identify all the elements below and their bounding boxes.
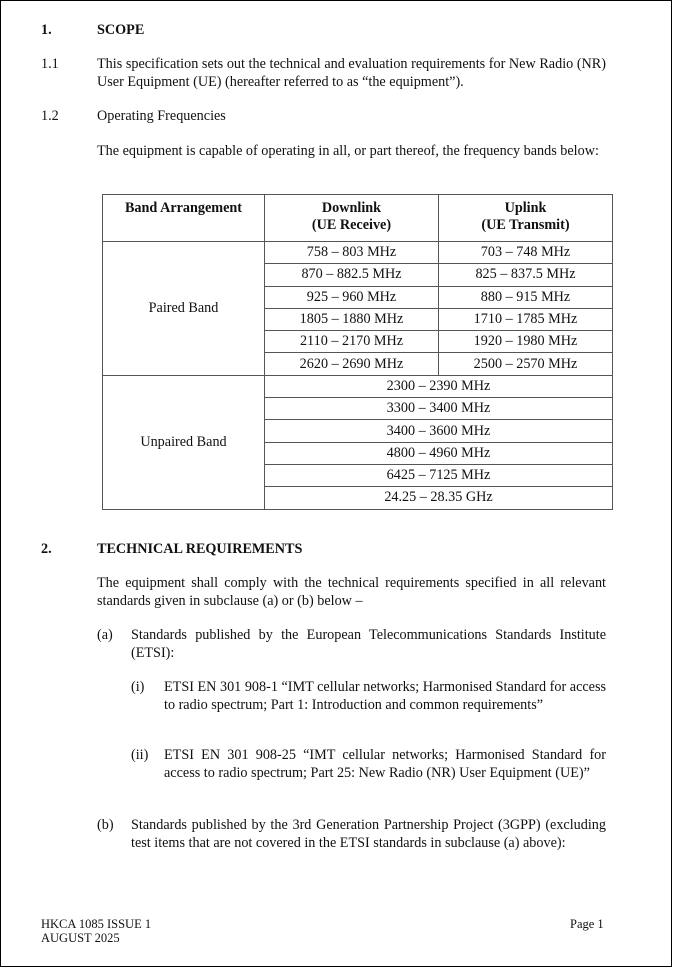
frequency-intro: The equipment is capable of operating in all, or part thereof, the frequency bands below: — [97, 143, 599, 159]
header-uplink-line2: (UE Transmit) — [481, 217, 570, 233]
list-marker-b: (b) — [97, 817, 114, 833]
uplink-cell: 2500 – 2570 MHz — [439, 353, 613, 375]
list-text-a: Standards published by the European Telecommunications Standards Institute (ETSI): — [131, 627, 606, 661]
footer-page-number: Page 1 — [570, 917, 604, 931]
footer-date: AUGUST 2025 — [41, 931, 120, 945]
downlink-cell: 2110 – 2170 MHz — [265, 331, 439, 353]
header-downlink-line2: (UE Receive) — [311, 217, 392, 233]
section-2-intro: The equipment shall comply with the technical requirements specified in all relevant standards given in subclause (a) or (b) below – — [97, 575, 606, 609]
list-item-i — [131, 679, 606, 735]
downlink-cell: 758 – 803 MHz — [265, 242, 439, 264]
clause-1-2-title: Operating Frequencies — [97, 108, 226, 124]
table-row — [103, 375, 613, 397]
list-text-b: Standards published by the 3rd Generation Partnership Project (3GPP) (excluding test items that are not covered in the ETSI standards in subclause (a) above): — [131, 817, 606, 851]
uplink-cell: 1920 – 1980 MHz — [439, 331, 613, 353]
list-text-i: ETSI EN 301 908-1 “IMT cellular networks; Harmonised Standard for access to radio spectrum; Part 1: Introduction and common requirements” — [164, 679, 606, 713]
clause-1-1-text: This specification sets out the technical and evaluation requirements for New Radio (NR) User Equipment (UE) (hereafter referred to as “the equipment”). — [97, 56, 606, 90]
section-2-number: 2. — [41, 541, 52, 557]
list-item-a — [97, 627, 606, 667]
downlink-cell: 870 – 882.5 MHz — [265, 264, 439, 286]
section-2-title: TECHNICAL REQUIREMENTS — [97, 541, 303, 557]
header-downlink — [265, 195, 439, 242]
section-1-number: 1. — [41, 22, 52, 38]
table-row — [103, 242, 613, 264]
clause-1-2-number: 1.2 — [41, 108, 59, 124]
clause-1-1-number: 1.1 — [41, 56, 59, 72]
list-text-ii: ETSI EN 301 908-25 “IMT cellular networks; Harmonised Standard for access to radio spectrum; Part 25: New Radio (NR) User Equipment (UE)” — [164, 747, 606, 781]
downlink-cell: 1805 – 1880 MHz — [265, 308, 439, 330]
uplink-cell: 880 – 915 MHz — [439, 286, 613, 308]
list-marker-a: (a) — [97, 627, 113, 643]
uplink-cell: 1710 – 1785 MHz — [439, 308, 613, 330]
unpaired-cell: 6425 – 7125 MHz — [265, 464, 613, 486]
uplink-cell: 703 – 748 MHz — [439, 242, 613, 264]
header-uplink-line1: Uplink — [504, 200, 547, 216]
footer-left — [41, 917, 151, 945]
paired-band-label: Paired Band — [103, 242, 265, 376]
section-1-title: SCOPE — [97, 22, 145, 38]
downlink-cell: 925 – 960 MHz — [265, 286, 439, 308]
unpaired-cell: 3400 – 3600 MHz — [265, 420, 613, 442]
frequency-band-table — [102, 194, 613, 510]
unpaired-cell: 4800 – 4960 MHz — [265, 442, 613, 464]
unpaired-cell: 24.25 – 28.35 GHz — [265, 487, 613, 509]
list-item-b — [97, 817, 606, 873]
unpaired-band-label: Unpaired Band — [103, 375, 265, 509]
list-item-ii — [131, 747, 606, 803]
header-downlink-line1: Downlink — [321, 200, 382, 216]
uplink-cell: 825 – 837.5 MHz — [439, 264, 613, 286]
unpaired-cell: 2300 – 2390 MHz — [265, 375, 613, 397]
footer-doc-id: HKCA 1085 ISSUE 1 — [41, 917, 152, 931]
unpaired-cell: 3300 – 3400 MHz — [265, 398, 613, 420]
list-marker-i: (i) — [131, 679, 145, 695]
list-marker-ii: (ii) — [131, 747, 149, 763]
header-uplink — [439, 195, 613, 242]
downlink-cell: 2620 – 2690 MHz — [265, 353, 439, 375]
header-band-arrangement: Band Arrangement — [103, 195, 265, 242]
table-header-row — [103, 195, 613, 242]
